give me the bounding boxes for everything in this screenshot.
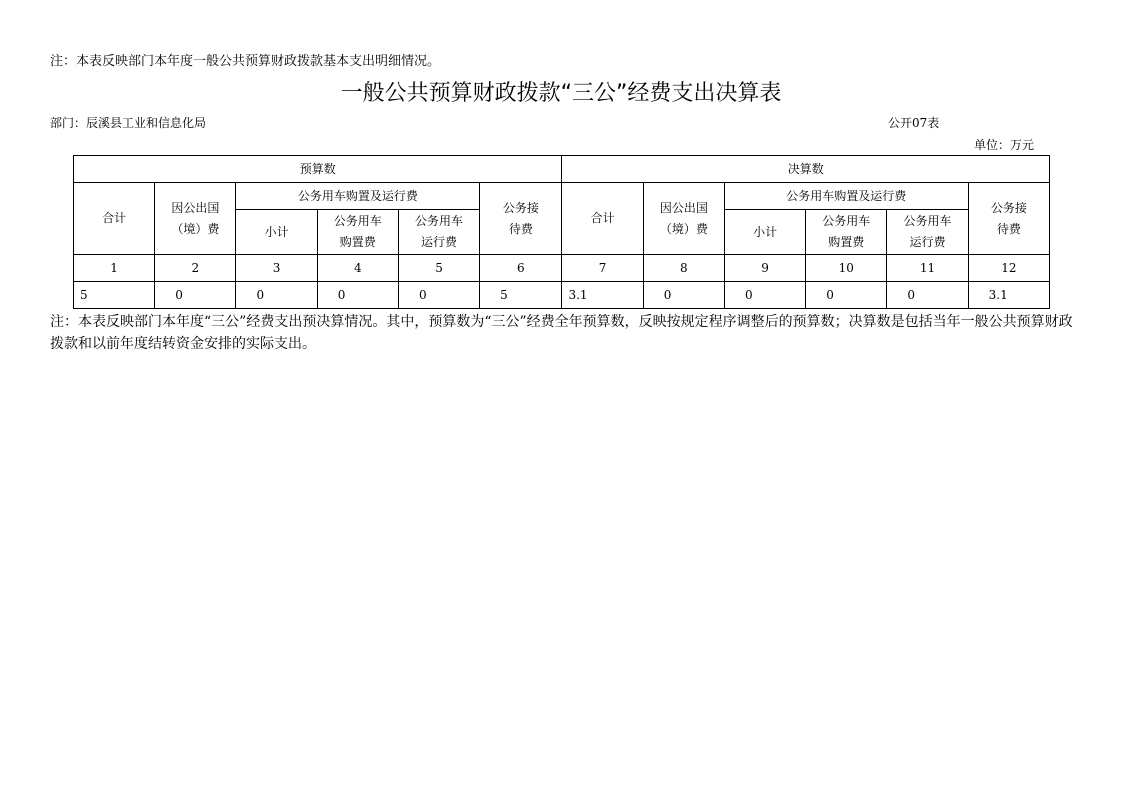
- unit-label: 单位：万元: [974, 138, 1035, 152]
- value-cell: 0: [236, 282, 317, 309]
- form-number: 公开07表: [888, 116, 940, 130]
- budget-abroad-header: 因公出国（境）费: [155, 183, 236, 255]
- value-cell: 3.1: [968, 282, 1049, 309]
- department-label: 部门：辰溪县工业和信息化局: [50, 116, 207, 130]
- index-cell: 1: [74, 255, 155, 282]
- final-abroad-header: 因公出国（境）费: [643, 183, 724, 255]
- value-cell: 5: [480, 282, 562, 309]
- final-subtotal-header: 小计: [724, 210, 805, 255]
- index-cell: 8: [643, 255, 724, 282]
- value-cell: 0: [887, 282, 968, 309]
- budget-subtotal-header: 小计: [236, 210, 317, 255]
- budget-car-operation-header: 公务用车运行费: [398, 210, 479, 255]
- final-car-group-header: 公务用车购置及运行费: [724, 183, 968, 210]
- index-cell: 3: [236, 255, 317, 282]
- final-reception-header: 公务接待费: [968, 183, 1049, 255]
- final-total-header: 合计: [562, 183, 643, 255]
- value-row: [74, 282, 1050, 309]
- budget-header: 预算数: [74, 156, 562, 183]
- index-cell: 10: [806, 255, 887, 282]
- value-cell: 0: [724, 282, 805, 309]
- budget-car-purchase-header: 公务用车购置费: [317, 210, 398, 255]
- index-cell: 6: [480, 255, 562, 282]
- index-cell: 12: [968, 255, 1049, 282]
- value-cell: 0: [643, 282, 724, 309]
- top-note: 注：本表反映部门本年度一般公共预算财政拨款基本支出明细情况。: [50, 54, 441, 69]
- budget-total-header: 合计: [74, 183, 155, 255]
- final-car-operation-header: 公务用车运行费: [887, 210, 968, 255]
- budget-reception-header: 公务接待费: [480, 183, 562, 255]
- value-cell: 5: [74, 282, 155, 309]
- index-cell: 11: [887, 255, 968, 282]
- value-cell: 0: [317, 282, 398, 309]
- index-cell: 5: [398, 255, 479, 282]
- final-header: 决算数: [562, 156, 1050, 183]
- three-public-expenses-table: [73, 155, 1050, 309]
- index-cell: 9: [724, 255, 805, 282]
- page-title: 一般公共预算财政拨款“三公”经费支出决算表: [340, 81, 782, 106]
- index-cell: 7: [562, 255, 643, 282]
- index-row: [74, 255, 1050, 282]
- value-cell: 0: [155, 282, 236, 309]
- index-cell: 2: [155, 255, 236, 282]
- final-car-purchase-header: 公务用车购置费: [806, 210, 887, 255]
- value-cell: 0: [398, 282, 479, 309]
- value-cell: 0: [806, 282, 887, 309]
- bottom-note: 注：本表反映部门本年度“三公”经费支出预决算情况。其中，预算数为“三公”经费全年预算数，反映按规定程序调整后的预算数；决算数是包括当年一般公共预算财政拨款和以前年度结转资金安排的实际支出。: [50, 314, 1073, 352]
- budget-car-group-header: 公务用车购置及运行费: [236, 183, 480, 210]
- value-cell: 3.1: [562, 282, 643, 309]
- index-cell: 4: [317, 255, 398, 282]
